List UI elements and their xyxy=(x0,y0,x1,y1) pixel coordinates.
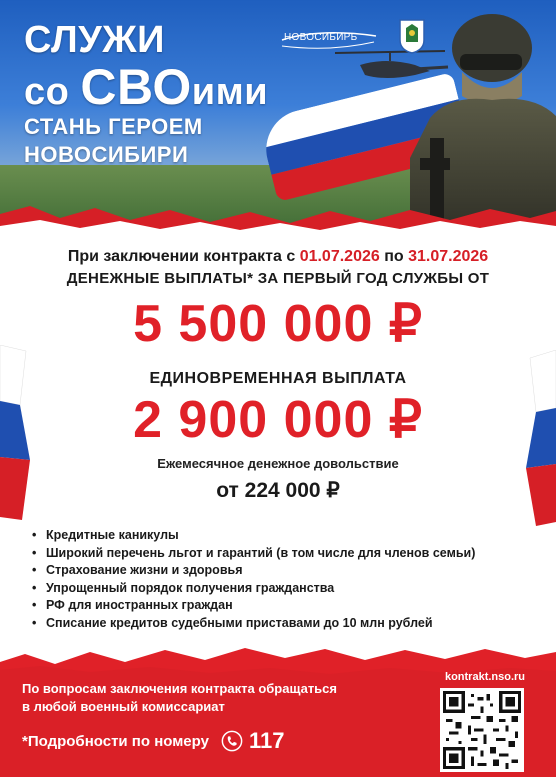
headline-line-4: НОВОСИБИРИ xyxy=(24,142,189,167)
headline-line-2-prefix: со xyxy=(24,71,81,113)
contact-line-1: По вопросам заключения контракта обращаться xyxy=(22,681,337,696)
onetime-payment-label: ЕДИНОВРЕМЕННАЯ ВЫПЛАТА xyxy=(149,370,407,387)
contract-prefix: При заключении контракта с xyxy=(67,248,300,265)
date-separator: по xyxy=(379,248,409,265)
qr-code[interactable] xyxy=(440,688,524,772)
headline-line-2 xyxy=(24,59,269,115)
headline-line-1: СЛУЖИ xyxy=(24,19,165,61)
list-item: • Списание кредитов судебными приставами до 10 млн рублей xyxy=(30,615,530,633)
headline-line-2-suffix: ими xyxy=(191,71,269,113)
list-item: • Широкий перечень льгот и гарантий (в том числе для членов семьи) xyxy=(30,545,530,563)
phone-number[interactable]: 117 xyxy=(248,728,285,753)
phone-icon xyxy=(221,730,243,752)
monthly-allowance-label: Ежемесячное денежное довольствие xyxy=(157,456,399,471)
contact-line-2: в любой военный комиссариат xyxy=(22,699,225,714)
date-from: 01.07.2026 xyxy=(299,248,380,265)
coat-of-arms-icon xyxy=(398,18,426,54)
list-item: • Кредитные каникулы xyxy=(30,527,530,545)
contract-dates-line xyxy=(0,248,556,266)
city-logo xyxy=(280,26,380,50)
list-item-continuation: • РФ для иностранных граждан xyxy=(30,597,530,615)
list-item: • Упрощенный порядок получения гражданства xyxy=(30,580,530,598)
phone-row xyxy=(22,726,284,756)
total-amount: 5 500 000 ₽ xyxy=(133,295,423,353)
payments-label: ДЕНЕЖНЫЕ ВЫПЛАТЫ* ЗА ПЕРВЫЙ ГОД СЛУЖБЫ ОТ xyxy=(66,270,490,287)
website-link[interactable]: kontrakt.nso.ru xyxy=(444,671,526,683)
headline-line-3: СТАНЬ ГЕРОЕМ xyxy=(24,114,203,139)
details-label: *Подробности по номеру xyxy=(22,732,209,750)
city-logo-text: НОВОСИБИРЬ xyxy=(284,32,358,43)
date-to: 31.07.2026 xyxy=(408,248,489,265)
hero-banner xyxy=(0,0,556,235)
benefits-list xyxy=(30,527,530,632)
headline-line-2-highlight: СВО xyxy=(80,59,192,115)
list-item: • Страхование жизни и здоровья xyxy=(30,562,530,580)
monthly-allowance-amount: от 224 000 ₽ xyxy=(216,479,340,502)
torn-paper-edge xyxy=(0,196,556,235)
onetime-payment-amount: 2 900 000 ₽ xyxy=(133,391,423,449)
